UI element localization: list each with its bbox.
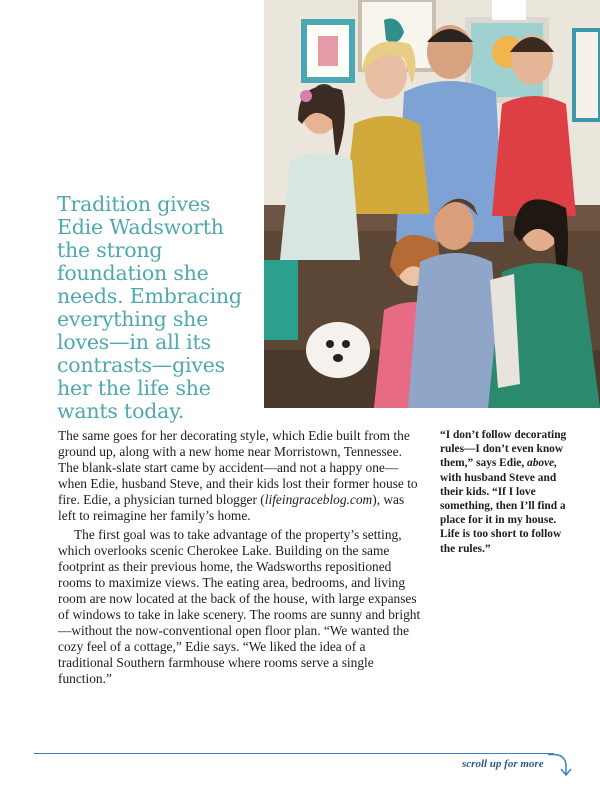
scroll-up-link[interactable]: scroll up for more bbox=[462, 758, 544, 770]
photo-caption bbox=[440, 428, 578, 556]
footer-rule bbox=[34, 753, 554, 754]
family-photo-illustration bbox=[264, 0, 600, 408]
pull-quote: Tradition gives Edie Wadsworth the strong foundation she needs. Embracing everything she loves—in all its contrasts—gives her the life she wants today. bbox=[57, 192, 242, 423]
caption-text-b: with husband Steve and their kids. “If I love something, then I’ll find a place for it in my house. Life is too short to follow the rules.” bbox=[440, 471, 566, 555]
body-paragraph-1-text-a: The same goes for her decorating style, which Edie built from the ground up, along with a new home near Morristown, Tennessee. The blank-slate start came by accident—and not a happy one—when Edie, husband Steve, and their kids lost their former house to fire. Edie, a physician turned blogger ( bbox=[58, 428, 418, 508]
body-paragraph-2: The first goal was to take advantage of the property’s setting, which overlooks scenic Cherokee Lake. Building on the same footprint as their previous home, the Wadsworths repositioned rooms to maximize views. The eating area, bedrooms, and living room are now located at the back of the house, with large expanses of windows to take in lake scenery. The rooms are sunny and bright—without the now-conventional open floor plan. “We wanted the cozy feel of a cottage,” Edie says. “We liked the idea of a traditional Southern farmhouse where rooms serve a single function.” bbox=[58, 526, 421, 687]
body-paragraph-1-text-b: ), was left to reimagine her family’s home. bbox=[58, 492, 405, 524]
caption-text-a: “I don’t follow decorating rules—I don’t even know them,” says Edie, bbox=[440, 429, 567, 470]
blog-url: lifeingraceblog.com bbox=[264, 492, 373, 508]
caption-emphasis: above, bbox=[527, 457, 558, 470]
family-photo bbox=[264, 0, 600, 408]
article-body bbox=[58, 428, 423, 688]
body-paragraph-1 bbox=[58, 428, 423, 525]
chevron-down-icon[interactable] bbox=[548, 750, 578, 780]
